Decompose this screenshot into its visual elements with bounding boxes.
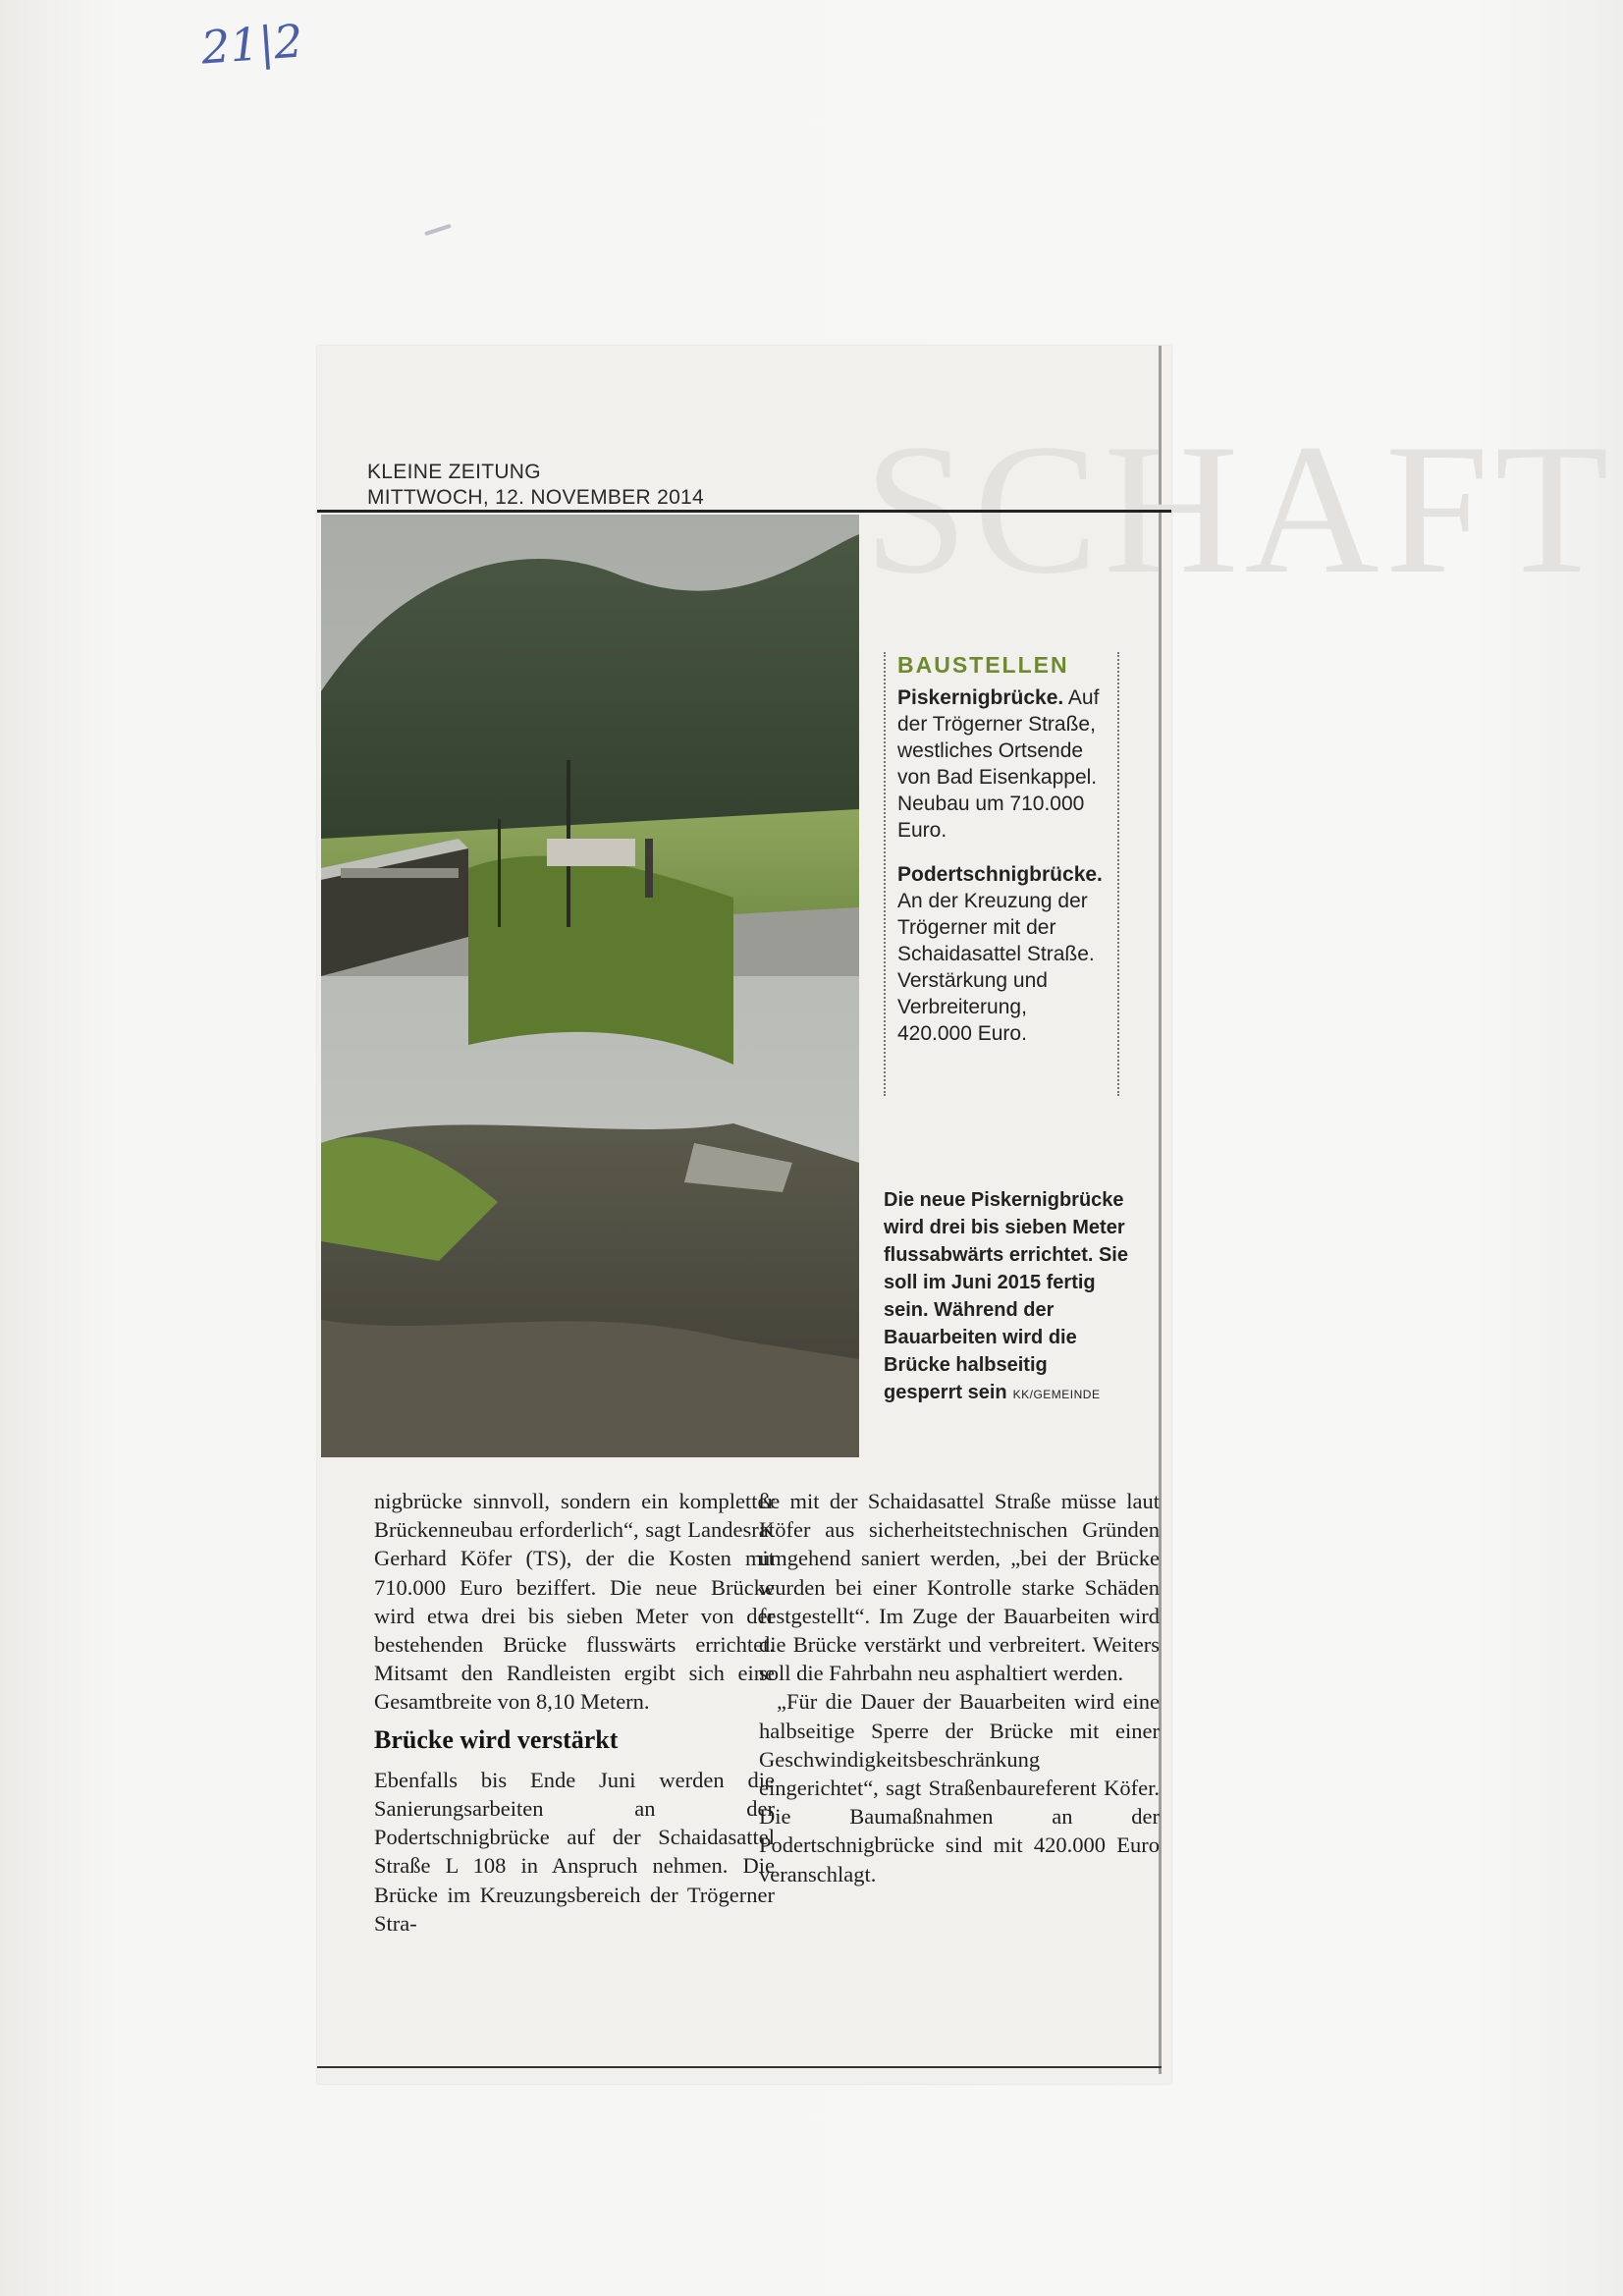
article-paragraph: Ebenfalls bis Ende Juni werden die Sanierungsarbeiten an der Podertschnigbrücke auf der Schaidasattel Straße L 108 in Anspruch nehmen. Die Brücke im Kreuzungsbereich der Trögerner Stra- [374, 1767, 775, 1936]
info-entry [897, 861, 1106, 1047]
info-box-title: BAUSTELLEN [897, 652, 1069, 678]
article-paragraph: ße mit der Schaidasattel Straße müsse laut Köfer aus sicherheitstechnischen Gründen umgehend saniert werden, „bei der Brücke wurden bei einer Kontrolle starke Schäden festgestellt“. Im Zuge der Bauarbeiten wird die Brücke verstärkt und verbreitert. Weiters soll die Fahrbahn neu asphaltiert werden. [759, 1489, 1160, 1686]
header-rule [317, 510, 1171, 513]
publication-date: MITTWOCH, 12. NOVEMBER 2014 [367, 486, 705, 509]
bridge-photo-illustration [321, 515, 859, 1457]
photo-caption [884, 1186, 1129, 1408]
info-entry-text: Auf der Trögerner Straße, westliches Ortsende von Bad Eisenkappel. Neubau um 710.000 Euro. [897, 686, 1100, 842]
info-entry-text: An der Kreuzung der Trögerner mit der Schaidasattel Straße. Verstärkung und Verbreiterung, 420.000 Euro. [897, 890, 1095, 1045]
info-box-baustellen [884, 652, 1119, 1096]
article-paragraph: nigbrücke sinnvoll, sondern ein kompletter Brückenneubau erforderlich“, sagt Landesrat Gerhard Köfer (TS), der die Kosten mit 710.000 Euro beziffert. Die neue Brücke wird etwa drei bis sieben Meter von der bestehenden Brücke flusswärts errichtet. Mitsamt den Randleisten ergibt sich eine Gesamtbreite von 8,10 Metern. [374, 1489, 775, 1715]
article-column-1 [374, 1487, 775, 1938]
photo-caption-text: Die neue Piskernigbrücke wird drei bis sieben Meter flussabwärts errichtet. Sie soll im Juni 2015 fertig sein. Während der Bauarbeiten wird die Brücke halbseitig gesperrt sein [884, 1189, 1128, 1403]
article-subheading: Brücke wird verstärkt [374, 1724, 619, 1754]
article-paragraph: „Für die Dauer der Bauarbeiten wird eine halbseitige Sperre der Brücke mit einer Geschwindigkeitsbeschränkung eingerichtet“, sagt Straßenbaureferent Köfer. Die Baumaßnahmen an der Podertschnigbrücke sind mit 420.000 Euro veranschlagt. [759, 1689, 1160, 1886]
photo-credit: KK/GEMEINDE [1012, 1388, 1101, 1401]
article-column-2 [759, 1487, 1160, 1888]
info-entry-name: Podertschnigbrücke. [897, 863, 1103, 886]
bridge-photo [321, 515, 859, 1457]
publication-name: KLEINE ZEITUNG [367, 461, 541, 483]
info-entry-name: Piskernigbrücke. [897, 686, 1064, 709]
handwritten-page-number: 21|2 [199, 14, 305, 75]
masthead [367, 460, 704, 511]
bottom-rule [317, 2066, 1162, 2068]
info-entry [897, 684, 1106, 844]
